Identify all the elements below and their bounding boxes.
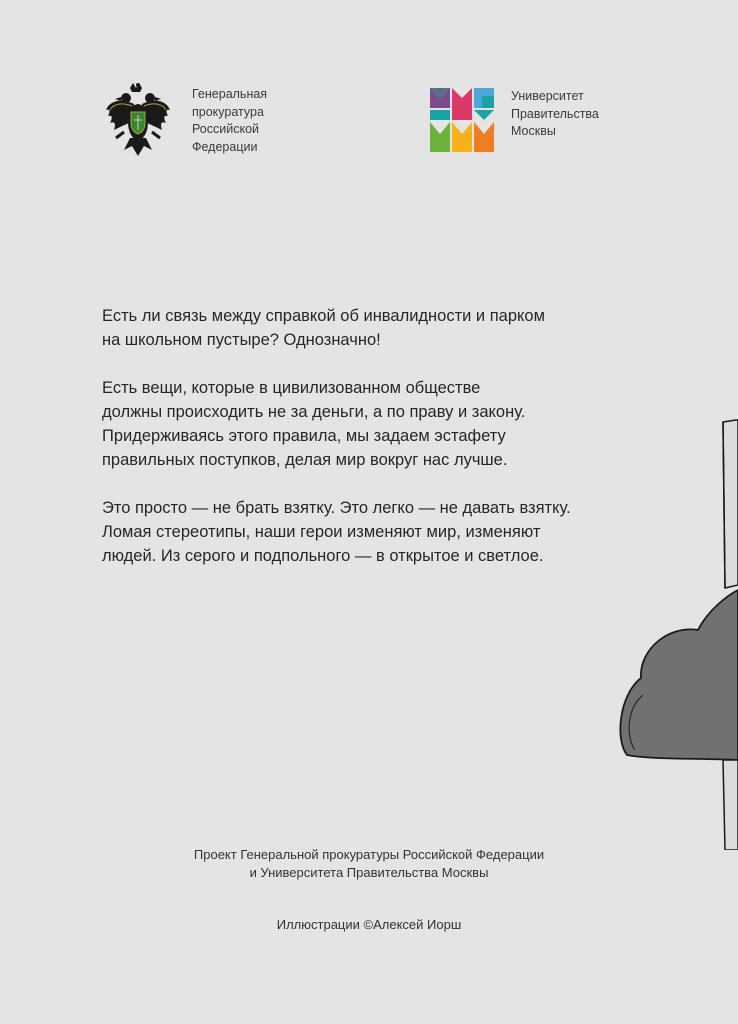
project-credits: Проект Генеральной прокуратуры Российской Федерации и Университета Правительства Москвы xyxy=(193,847,545,880)
university-org-name: Университет Правительства Москвы xyxy=(511,89,599,138)
gray-smoke-cloud-illustration xyxy=(613,410,738,850)
paragraph: Это просто — не брать взятку. Это легко — не давать взятку. Ломая стереотипы, наши герои изменяют мир, изменяют людей. Из серого и подпольного — в открытое и светлое. xyxy=(102,499,571,565)
university-logo-block xyxy=(430,88,599,154)
prosecutor-org-name: Генеральная прокуратура Российской Федерации xyxy=(192,87,268,154)
double-headed-eagle-emblem-icon xyxy=(104,82,172,160)
prosecutor-logo-block xyxy=(104,82,267,160)
geometric-mosaic-logo-icon xyxy=(430,88,496,154)
body-text xyxy=(102,304,602,592)
paragraph: Есть вещи, которые в цивилизованном обществе должны происходить не за деньги, а по праву и закону. Придерживаясь этого правила, мы задаем эстафету правильных поступков, делая мир вокруг нас лучше. xyxy=(102,379,526,469)
paragraph: Есть ли связь между справкой об инвалидности и парком на школьном пустыре? Однозначно! xyxy=(102,307,545,349)
illustrations-credit: Иллюстрации ©Алексей Иорш xyxy=(276,917,462,932)
